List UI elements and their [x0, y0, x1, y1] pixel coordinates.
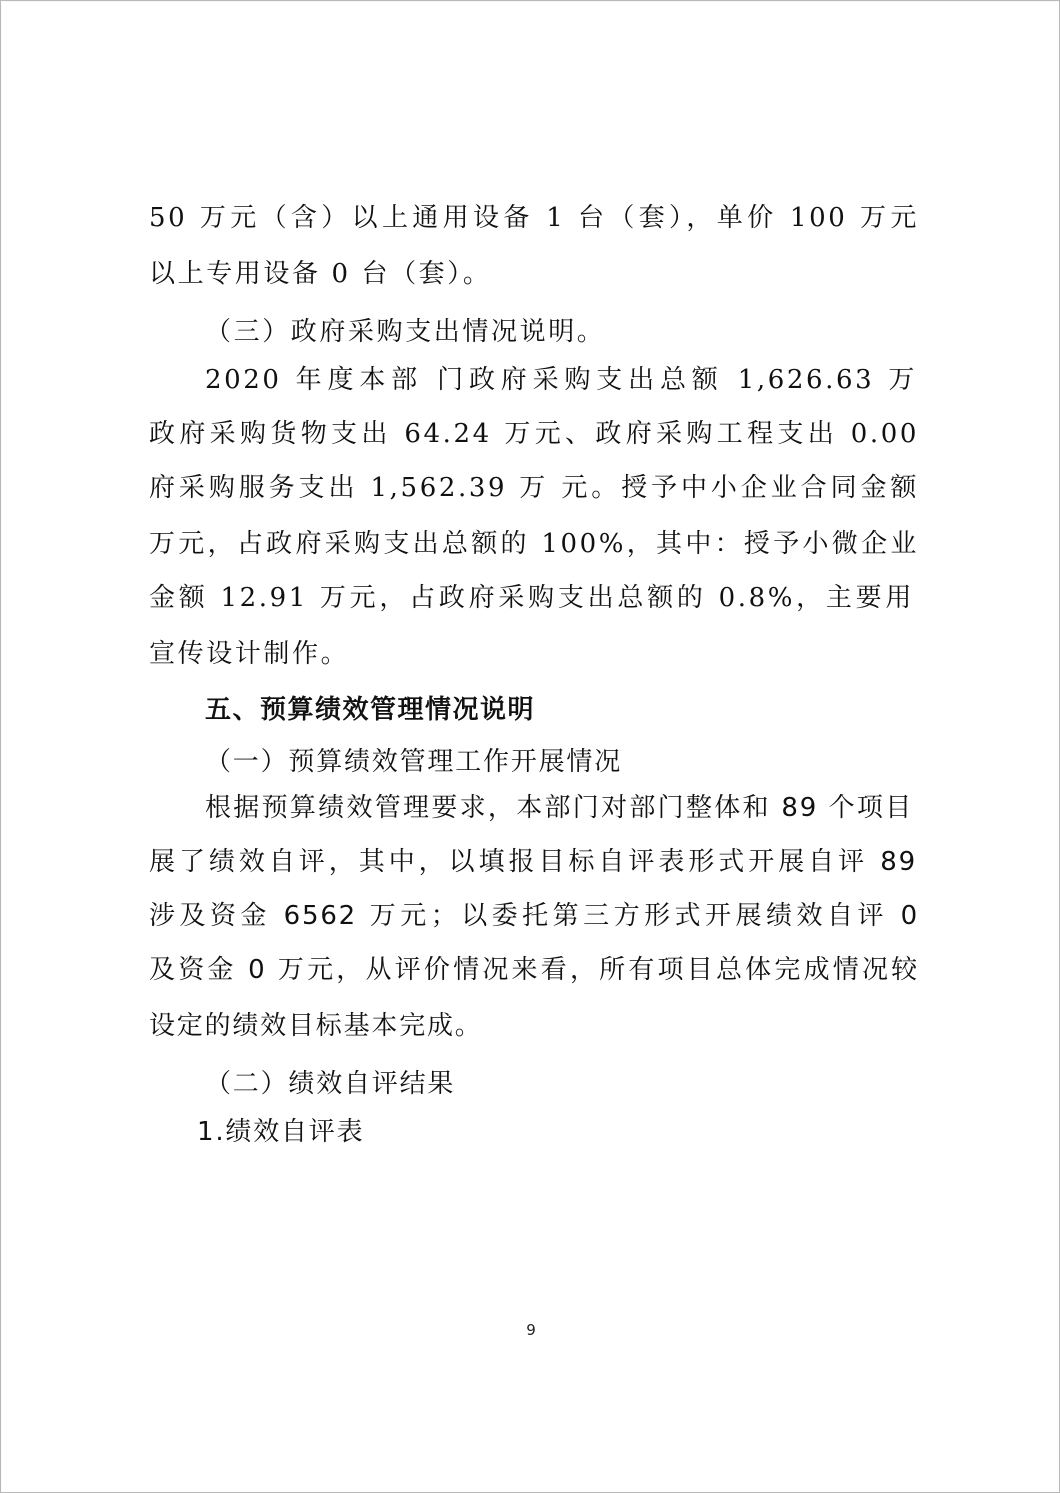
page-number: 9 [526, 1321, 536, 1339]
paragraph-line: 政府采购货物支出 64.24 万元、政府采购工程支出 0.00 [149, 419, 919, 449]
subsection-heading: （二）绩效自评结果 [205, 1069, 456, 1099]
subsection-heading: （三）政府采购支出情况说明。 [205, 317, 606, 347]
paragraph-line: 50 万元（含）以上通用设备 1 台（套），单价 100 万元 [149, 203, 919, 233]
paragraph-line: 金额 12.91 万元，占政府采购支出总额的 0.8%，主要用 [149, 583, 914, 613]
subsection-heading: （一）预算绩效管理工作开展情况 [205, 747, 623, 777]
paragraph-line: 以上专用设备 0 台（套）。 [149, 259, 492, 289]
paragraph-line: 展了绩效自评，其中，以填报目标自评表形式开展自评 89 [149, 847, 917, 877]
paragraph-line: 宣传设计制作。 [149, 639, 350, 669]
paragraph-line: 万元，占政府采购支出总额的 100%，其中：授予小微企业 [149, 529, 919, 559]
paragraph-line: 涉及资金 6562 万元；以委托第三方形式开展绩效自评 0 [149, 901, 919, 931]
section-heading: 五、预算绩效管理情况说明 [205, 695, 536, 725]
paragraph-line: 及资金 0 万元，从评价情况来看，所有项目总体完成情况较 [149, 955, 919, 985]
paragraph-line: 根据预算绩效管理要求，本部门对部门整体和 89 个项目 [205, 793, 913, 823]
paragraph-line: 设定的绩效目标基本完成。 [149, 1011, 483, 1041]
paragraph-line: 府采购服务支出 1,562.39 万 元。授予中小企业合同金额 [149, 473, 919, 503]
paragraph-line: 2020 年度本部 门政府采购支出总额 1,626.63 万 [205, 365, 917, 395]
table-caption: 1.绩效自评表 [197, 1117, 365, 1147]
